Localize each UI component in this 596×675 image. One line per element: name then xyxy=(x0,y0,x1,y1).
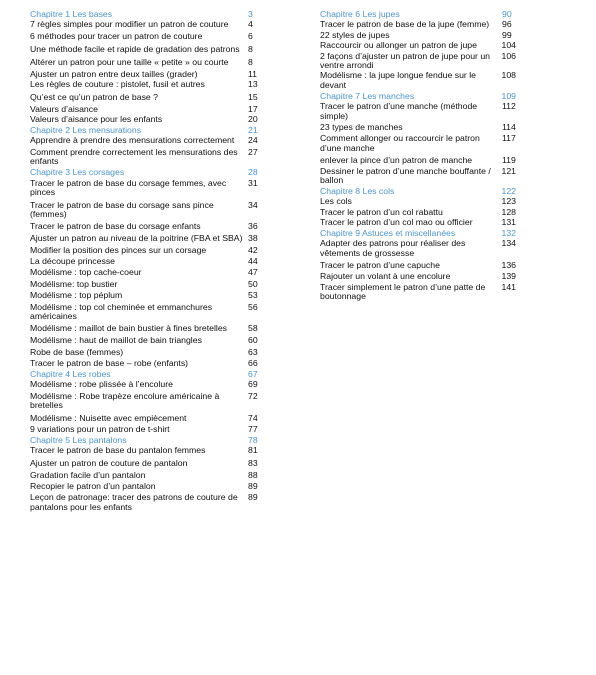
entry-title: 2 façons d’ajuster un patron de jupe pour un ventre arrondi xyxy=(320,50,491,71)
toc-entry[interactable] xyxy=(320,71,516,90)
entry-page-number: 112 xyxy=(502,101,516,112)
entry-title: Tracer le patron d’un col mao ou officier xyxy=(320,217,473,228)
entry-title: Ajuster un patron au niveau de la poitrine (FBA et SBA) xyxy=(30,232,243,243)
toc-entry[interactable] xyxy=(30,93,262,102)
toc-chapter-heading[interactable] xyxy=(30,370,262,379)
chapter-title: Chapitre 1 Les bases xyxy=(30,9,113,19)
toc-entry[interactable] xyxy=(320,167,516,186)
toc-entry[interactable] xyxy=(320,31,516,40)
toc-entry[interactable] xyxy=(30,80,262,89)
entry-title: Leçon de patronage: tracer des patrons de couture de pantalons pour les enfants xyxy=(30,492,238,512)
entry-title: Modélisme: top bustier xyxy=(30,278,118,289)
chapter-page-number: 78 xyxy=(248,434,258,445)
toc-entry[interactable] xyxy=(30,348,262,357)
entry-page-number: 69 xyxy=(248,379,258,390)
entry-page-number: 13 xyxy=(248,79,258,90)
chapter-title: Chapitre 7 Les manches xyxy=(320,90,415,101)
entry-page-number: 121 xyxy=(501,165,516,176)
entry-page-number: 47 xyxy=(248,267,258,278)
toc-entry[interactable] xyxy=(30,324,262,333)
entry-page-number: 106 xyxy=(501,50,516,61)
entry-page-number: 89 xyxy=(248,492,258,503)
entry-page-number: 34 xyxy=(248,199,258,210)
toc-entry[interactable] xyxy=(30,222,262,231)
toc-entry[interactable] xyxy=(30,201,262,220)
entry-page-number: 66 xyxy=(248,358,258,369)
toc-entry[interactable] xyxy=(30,414,262,423)
entry-title: enlever la pince d’un patron de manche xyxy=(320,155,473,166)
entry-page-number: 44 xyxy=(248,256,258,267)
toc-entry[interactable] xyxy=(30,136,262,145)
entry-page-number: 141 xyxy=(501,281,516,292)
entry-page-number: 8 xyxy=(248,56,253,67)
toc-chapter-heading[interactable] xyxy=(30,10,262,19)
entry-page-number: 119 xyxy=(502,155,516,166)
entry-page-number: 96 xyxy=(502,19,512,30)
toc-entry[interactable] xyxy=(30,336,262,345)
entry-page-number: 38 xyxy=(248,232,258,243)
toc-chapter-heading[interactable] xyxy=(30,168,262,177)
entry-page-number: 108 xyxy=(501,70,516,81)
toc-chapter-heading[interactable] xyxy=(30,436,262,445)
toc-entry[interactable] xyxy=(320,261,516,270)
toc-entry[interactable] xyxy=(30,148,262,167)
entry-page-number: 20 xyxy=(248,114,258,125)
toc-entry[interactable] xyxy=(320,41,516,50)
toc-entry[interactable] xyxy=(30,493,262,512)
entry-page-number: 114 xyxy=(502,122,516,133)
entry-title: Comment prendre correctement les mensurations des enfants xyxy=(30,146,238,167)
toc-entry[interactable] xyxy=(320,52,516,71)
entry-title: Modélisme : Nuisette avec empiècement xyxy=(30,412,187,423)
entry-title: Tracer le patron de base du corsage femmes, avec pinces xyxy=(30,177,227,197)
toc-left-column xyxy=(30,10,262,512)
entry-title: Qu’est ce qu’un patron de base ? xyxy=(30,92,158,103)
entry-title: Modifier la position des pinces sur un corsage xyxy=(30,244,207,255)
entry-title: Tracer le patron de base de la jupe (femme) xyxy=(320,19,490,30)
entry-page-number: 36 xyxy=(248,221,258,232)
chapter-title: Chapitre 5 Les pantalons xyxy=(30,434,127,445)
toc-entry[interactable] xyxy=(320,208,516,217)
toc-entry[interactable] xyxy=(320,102,516,121)
entry-title: Tracer le patron de base du pantalon femmes xyxy=(30,445,206,456)
entry-page-number: 74 xyxy=(248,412,258,423)
entry-title: 6 méthodes pour tracer un patron de couture xyxy=(30,30,203,41)
toc-entry[interactable] xyxy=(320,239,516,258)
entry-page-number: 139 xyxy=(501,270,516,281)
toc-entry[interactable] xyxy=(30,20,262,29)
entry-title: Tracer le patron de base – robe (enfants) xyxy=(30,358,189,369)
entry-page-number: 72 xyxy=(248,390,258,401)
toc-entry[interactable] xyxy=(30,58,262,67)
entry-page-number: 42 xyxy=(248,244,258,255)
entry-page-number: 50 xyxy=(248,278,258,289)
entry-title: Altérer un patron pour une taille « petite » ou courte xyxy=(30,56,229,67)
entry-page-number: 56 xyxy=(248,302,258,313)
toc-chapter-heading[interactable] xyxy=(320,10,516,19)
entry-title: 23 types de manches xyxy=(320,122,403,133)
entry-page-number: 58 xyxy=(248,323,258,334)
chapter-title: Chapitre 6 Les jupes xyxy=(320,9,400,19)
entry-title: 7 règles simples pour modifier un patron de couture xyxy=(30,19,229,30)
toc-entry[interactable] xyxy=(30,291,262,300)
chapter-page-number: 122 xyxy=(501,185,516,196)
entry-title: Modélisme : top cache-coeur xyxy=(30,267,142,278)
entry-page-number: 6 xyxy=(248,30,253,41)
entry-page-number: 24 xyxy=(248,135,258,146)
toc-entry[interactable] xyxy=(320,272,516,281)
toc-entry[interactable] xyxy=(30,303,262,322)
entry-title: Tracer le patron d’un col rabattu xyxy=(320,206,443,217)
toc-entry[interactable] xyxy=(30,45,262,54)
entry-title: Tracer simplement le patron d’une patte de boutonnage xyxy=(320,281,486,301)
toc-entry[interactable] xyxy=(320,123,516,132)
entry-title: Gradation facile d’un pantalon xyxy=(30,469,146,480)
entry-page-number: 99 xyxy=(502,29,512,40)
entry-title: Modélisme : top péplum xyxy=(30,290,123,301)
entry-page-number: 81 xyxy=(248,445,258,456)
entry-title: Modélisme : Robe trapèze encolure américaine à bretelles xyxy=(30,390,220,411)
entry-page-number: 88 xyxy=(248,469,258,480)
entry-page-number: 17 xyxy=(248,103,258,114)
toc-entry[interactable] xyxy=(320,20,516,29)
entry-title: Adapter des patrons pour réaliser des vêtements de grossesse xyxy=(320,238,466,258)
entry-title: Dessiner le patron d’une manche bouffante / ballon xyxy=(320,165,491,185)
entry-title: Ajuster un patron entre deux tailles (grader) xyxy=(30,68,198,79)
entry-page-number: 89 xyxy=(248,481,258,492)
toc-entry[interactable] xyxy=(320,134,516,153)
toc-entry[interactable] xyxy=(30,115,262,124)
entry-page-number: 128 xyxy=(501,206,516,217)
entry-page-number: 63 xyxy=(248,347,258,358)
entry-title: 9 variations pour un patron de t-shirt xyxy=(30,424,170,435)
entry-title: Modélisme : top col cheminée et emmanchures américaines xyxy=(30,302,213,322)
chapter-title: Chapitre 3 Les corsages xyxy=(30,167,125,178)
entry-title: Tracer le patron de base du corsage enfants xyxy=(30,221,201,232)
chapter-title: Chapitre 8 Les cols xyxy=(320,185,395,196)
entry-page-number: 136 xyxy=(501,259,516,270)
entry-title: Modélisme : la jupe longue fendue sur le devant xyxy=(320,70,476,90)
entry-title: Rajouter un volant à une encolure xyxy=(320,270,451,281)
entry-page-number: 8 xyxy=(248,43,253,54)
entry-page-number: 83 xyxy=(248,458,258,469)
chapter-title: Chapitre 9 Astuces et miscellanées xyxy=(320,228,456,239)
chapter-page-number: 90 xyxy=(502,9,512,19)
entry-title: Les règles de couture : pistolet, fusil et autres xyxy=(30,79,205,90)
entry-title: Robe de base (femmes) xyxy=(30,347,124,358)
entry-page-number: 77 xyxy=(248,424,258,435)
entry-title: Apprendre à prendre des mensurations correctement xyxy=(30,135,235,146)
toc-right-column xyxy=(320,10,516,301)
entry-title: Modélisme : robe plissée à l’encolure xyxy=(30,379,173,390)
entry-title: Valeurs d’aisance xyxy=(30,103,98,114)
entry-page-number: 53 xyxy=(248,290,258,301)
entry-title: Ajuster un patron de couture de pantalon xyxy=(30,458,188,469)
entry-title: Modélisme : maillot de bain bustier à fines bretelles xyxy=(30,323,228,334)
entry-title: Tracer le patron d’une capuche xyxy=(320,259,440,270)
entry-page-number: 11 xyxy=(248,68,258,79)
entry-page-number: 131 xyxy=(501,217,516,228)
chapter-page-number: 132 xyxy=(501,228,516,239)
toc-entry[interactable] xyxy=(30,380,262,389)
entry-title: Une méthode facile et rapide de gradation des patrons xyxy=(30,43,240,54)
entry-page-number: 123 xyxy=(501,196,516,207)
toc-entry[interactable] xyxy=(320,218,516,227)
entry-page-number: 104 xyxy=(501,40,516,51)
entry-title: Modélisme : haut de maillot de bain triangles xyxy=(30,335,202,346)
toc-entry[interactable] xyxy=(320,197,516,206)
toc-entry[interactable] xyxy=(30,257,262,266)
chapter-page-number: 67 xyxy=(248,369,258,379)
entry-page-number: 15 xyxy=(248,92,258,103)
toc-entry[interactable] xyxy=(30,280,262,289)
toc-chapter-heading[interactable] xyxy=(320,187,516,196)
toc-entry[interactable] xyxy=(30,234,262,243)
toc-entry[interactable] xyxy=(30,70,262,79)
entry-title: Tracer le patron de base du corsage sans pince (femmes) xyxy=(30,199,214,220)
toc-entry[interactable] xyxy=(30,471,262,480)
entry-title: Les cols xyxy=(320,196,352,207)
toc-entry[interactable] xyxy=(30,392,262,411)
chapter-title: Chapitre 2 Les mensurations xyxy=(30,125,142,136)
chapter-page-number: 21 xyxy=(248,125,258,136)
entry-page-number: 4 xyxy=(248,19,253,30)
toc-entry[interactable] xyxy=(30,246,262,255)
toc-entry[interactable] xyxy=(30,482,262,491)
entry-title: 22 styles de jupes xyxy=(320,29,390,40)
toc-entry[interactable] xyxy=(30,105,262,114)
entry-title: Tracer le patron d’une manche (méthode simple) xyxy=(320,101,478,121)
entry-title: Raccourcir ou allonger un patron de jupe xyxy=(320,40,477,51)
chapter-page-number: 3 xyxy=(248,9,253,19)
toc-entry[interactable] xyxy=(30,268,262,277)
entry-title: Valeurs d’aisance pour les enfants xyxy=(30,114,163,125)
toc-entry[interactable] xyxy=(30,179,262,198)
chapter-title: Chapitre 4 Les robes xyxy=(30,369,111,379)
entry-title: Comment allonger ou raccourcir le patron d’une manche xyxy=(320,133,480,153)
entry-page-number: 31 xyxy=(248,177,258,188)
toc-entry[interactable] xyxy=(30,32,262,41)
entry-page-number: 134 xyxy=(501,238,516,249)
toc-entry[interactable] xyxy=(30,459,262,468)
toc-entry[interactable] xyxy=(30,425,262,434)
entry-title: Recopier le patron d’un pantalon xyxy=(30,481,156,492)
chapter-page-number: 109 xyxy=(501,90,516,101)
entry-page-number: 27 xyxy=(248,146,258,157)
entry-page-number: 60 xyxy=(248,335,258,346)
toc-entry[interactable] xyxy=(320,156,516,165)
toc-chapter-heading[interactable] xyxy=(320,92,516,101)
entry-page-number: 117 xyxy=(502,133,516,144)
toc-entry[interactable] xyxy=(320,283,516,302)
toc-chapter-heading[interactable] xyxy=(30,126,262,135)
chapter-page-number: 28 xyxy=(248,167,258,178)
entry-title: La découpe princesse xyxy=(30,256,116,267)
toc-entry[interactable] xyxy=(30,446,262,455)
toc-chapter-heading[interactable] xyxy=(320,229,516,238)
toc-entry[interactable] xyxy=(30,359,262,368)
